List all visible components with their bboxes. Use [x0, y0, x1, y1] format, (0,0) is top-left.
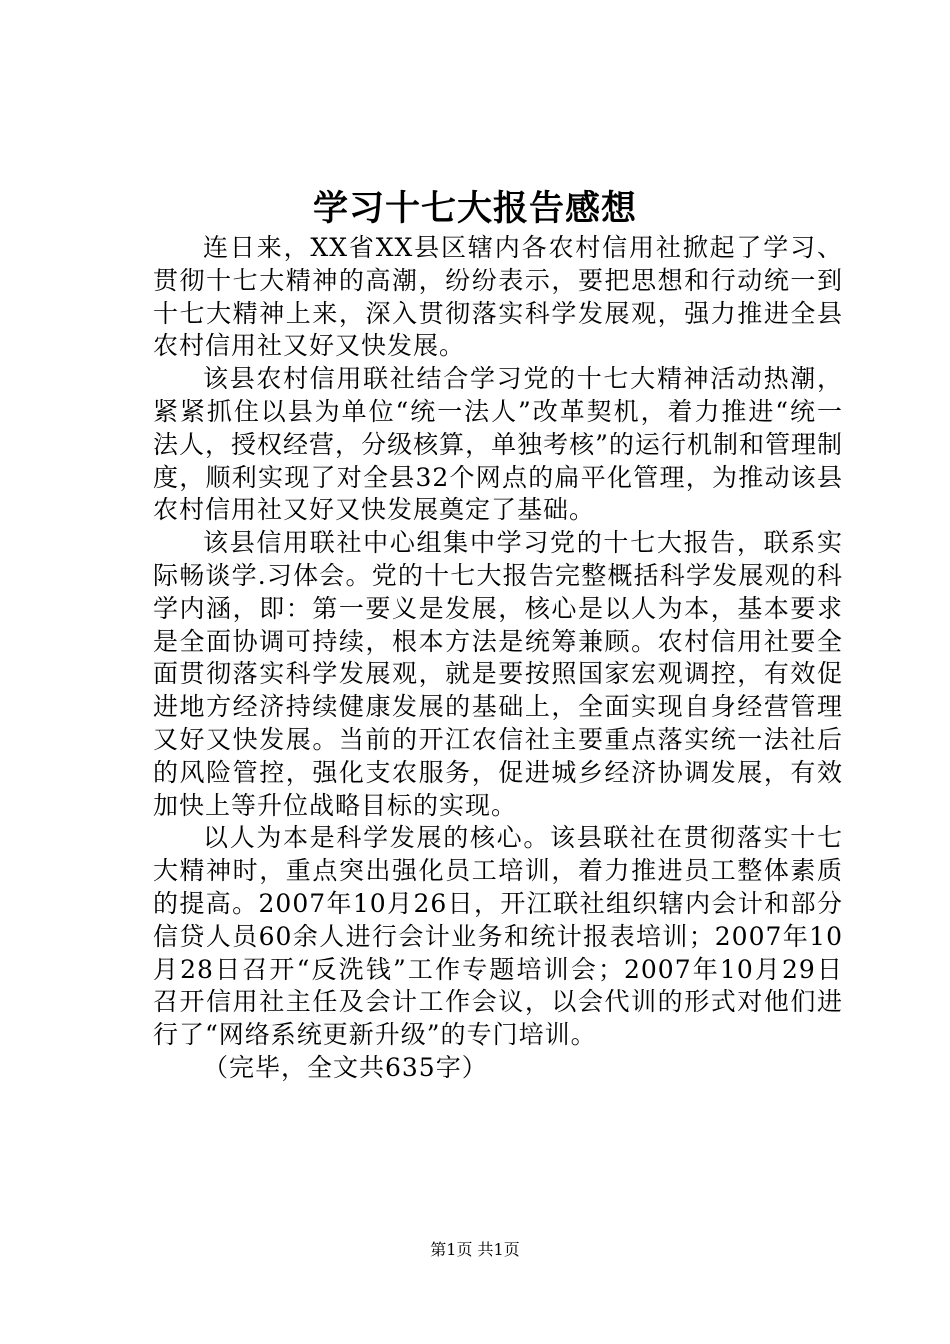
page-footer: 第1页 共1页 — [430, 1240, 520, 1259]
paragraph-2: 该县农村信用联社结合学习党的十七大精神活动热潮，紧紧抓住以县为单位“统一法人”改革契机，着力推进“统一法人，授权经营，分级核算，单独考核”的运行机制和管理制度，顺利实现了对全县32个网点的扁平化管理，为推动该县农村信用社又好又快发展奠定了基础。 — [153, 364, 843, 525]
paragraph-1: 连日来，XX省XX县区辖内各农村信用社掀起了学习、贯彻十七大精神的高潮，纷纷表示，要把思想和行动统一到十七大精神上来，深入贯彻落实科学发展观，强力推进全县农村信用社又好又快发展。 — [153, 233, 843, 361]
paragraph-3: 该县信用联社中心组集中学习党的十七大报告，联系实际畅谈学.习体会。党的十七大报告完整概括科学发展观的科学内涵，即：第一要义是发展，核心是以人为本，基本要求是全面协调可持续，根本方法是统筹兼顾。农村信用社要全面贯彻落实科学发展观，就是要按照国家宏观调控，有效促进地方经济持续健康发展的基础上，全面实现自身经营管理又好又快发展。当前的开江农信社主要重点落实统一法社后的风险管控，强化支农服务，促进城乡经济协调发展，有效加快上等升位战略目标的实现。 — [153, 528, 843, 820]
document-body — [153, 232, 843, 1085]
document-title: 学习十七大报告感想 — [312, 188, 637, 229]
paragraph-4: 以人为本是科学发展的核心。该县联社在贯彻落实十七大精神时，重点突出强化员工培训，着力推进员工整体素质的提高。2007年10月26日，开江联社组织辖内会计和部分信贷人员60余人进行会计业务和统计报表培训；2007年10月28日召开“反洗钱”工作专题培训会；2007年10月29日召开信用社主任及会计工作会议，以会代训的形式对他们进行了“网络系统更新升级”的专门培训。 — [153, 823, 843, 1050]
closing-note: （完毕，全文共635字） — [203, 1052, 488, 1082]
